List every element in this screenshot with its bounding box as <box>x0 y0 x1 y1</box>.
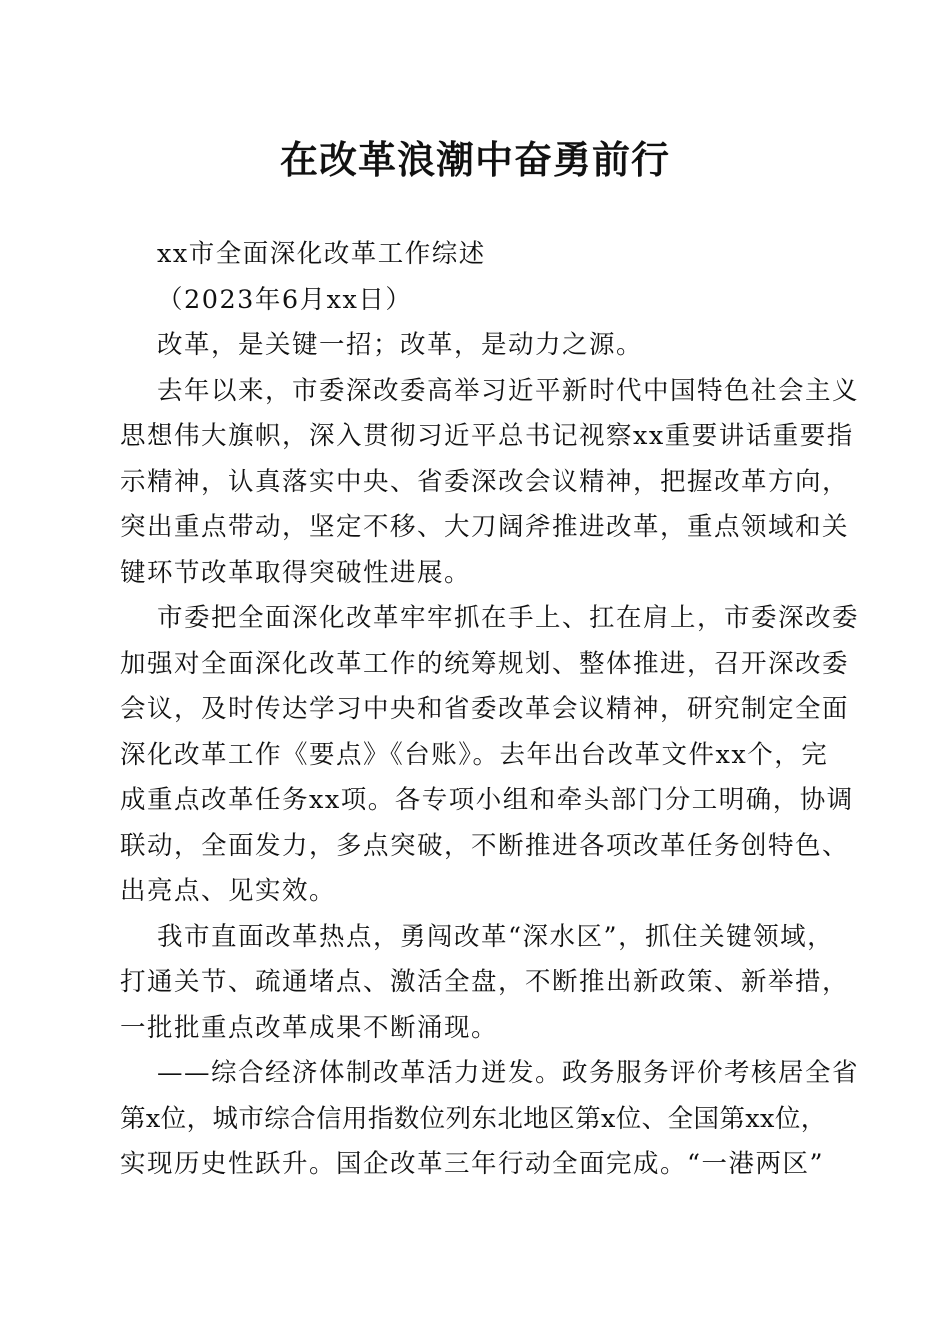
paragraph-line: 去年以来，市委深改委高举习近平新时代中国特色社会主义 <box>157 375 860 406</box>
paragraph-line: 思想伟大旗帜，深入贯彻习近平总书记视察xx重要讲话重要指 <box>120 421 854 451</box>
paragraph-line: 联动，全面发力，多点突破，不断推进各项改革任务创特色、 <box>120 830 850 861</box>
paragraph-line: 市委把全面深化改革牢牢抓在手上、扛在肩上，市委深改委 <box>157 603 860 633</box>
paragraph-line: 加强对全面深化改革工作的统筹规划、整体推进，召开深改委 <box>120 648 850 679</box>
paragraph-line: 实现历史性跃升。国企改革三年行动全面完成。“一港两区” <box>120 1149 825 1179</box>
paragraph-line: 一批批重点改革成果不断涌现。 <box>120 1012 499 1043</box>
paragraph-line: 会议，及时传达学习中央和省委改革会议精神，研究制定全面 <box>120 694 850 724</box>
subtitle-line: xx市全面深化改革工作综述 <box>157 239 486 269</box>
date-line: （2023年6月xx日） <box>157 284 413 315</box>
document-body <box>120 232 860 1188</box>
paragraph-line: 突出重点带动，坚定不移、大刀阔斧推进改革，重点领域和关 <box>120 512 850 542</box>
paragraph-line: 键环节改革取得突破性进展。 <box>120 557 472 588</box>
paragraph-line: 打通关节、疏通堵点、激活全盘，不断推出新政策、新举措， <box>120 967 850 997</box>
paragraph-line: 改革，是关键一招；改革，是动力之源。 <box>157 330 644 360</box>
paragraph-line: 出亮点、见实效。 <box>120 876 337 906</box>
paragraph-line: 深化改革工作《要点》《台账》。去年出台改革文件xx个，完 <box>120 739 829 770</box>
paragraph-line: 示精神，认真落实中央、省委深改会议精神，把握改革方向， <box>120 466 850 497</box>
paragraph-line: 我市直面改革热点，勇闯改革“深水区”，抓住关键领域， <box>157 921 835 952</box>
paragraph-line: 成重点改革任务xx项。各专项小组和牵头部门分工明确，协调 <box>120 785 854 815</box>
document-title: 在改革浪潮中奋勇前行 <box>279 137 670 182</box>
paragraph-line: ——综合经济体制改革活力迸发。政务服务评价考核居全省 <box>157 1058 860 1088</box>
paragraph-line: 第x位，城市综合信用指数位列东北地区第x位、全国第xx位， <box>120 1103 827 1134</box>
